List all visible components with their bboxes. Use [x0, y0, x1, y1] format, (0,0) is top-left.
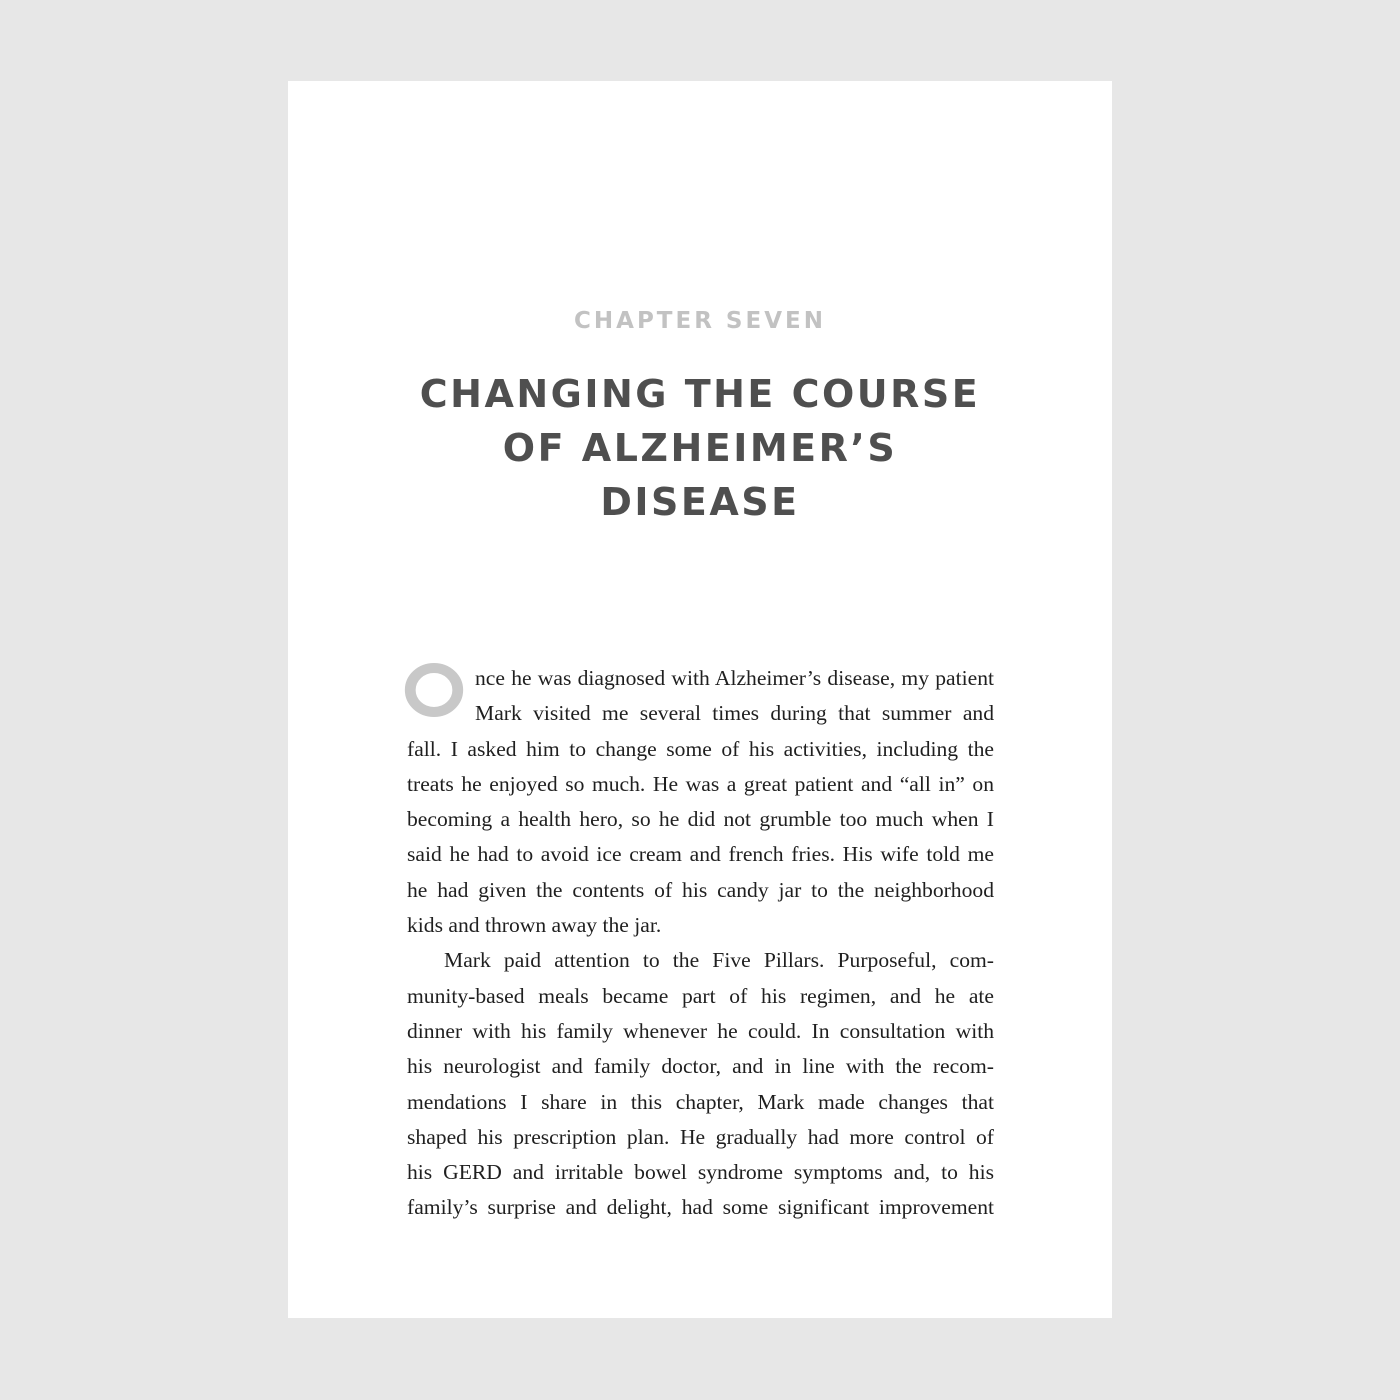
paragraph-2	[407, 943, 994, 1225]
text-line: his neurologist and family doctor, and in line with the recom-	[407, 1054, 994, 1079]
text-line: dinner with his family whenever he could. In consultation with	[407, 1018, 994, 1043]
text-line: munity-based meals became part of his regimen, and he ate	[407, 983, 994, 1008]
paragraph-1	[407, 661, 994, 943]
text-line: fall. I asked him to change some of his activities, including the	[407, 736, 994, 761]
drop-cap-letter	[416, 673, 417, 674]
text-line: Mark visited me several times during that summer and	[475, 701, 994, 726]
text-line: his GERD and irritable bowel syndrome symptoms and, to his	[407, 1160, 994, 1185]
chapter-title	[288, 367, 1112, 529]
chapter-title-line: DISEASE	[600, 480, 800, 524]
text-line: mendations I share in this chapter, Mark made changes that	[407, 1089, 994, 1114]
chapter-title-line: CHANGING THE COURSE	[419, 372, 981, 416]
body-text	[407, 661, 994, 1226]
chapter-label: CHAPTER SEVEN	[574, 308, 826, 334]
text-line: Mark paid attention to the Five Pillars. Purposeful, com-	[444, 948, 994, 973]
text-line: shaped his prescription plan. He gradually had more control of	[407, 1124, 994, 1149]
text-line: nce he was diagnosed with Alzheimer’s disease, my patient	[475, 666, 994, 690]
text-line: becoming a health hero, so he did not grumble too much when I	[407, 807, 994, 832]
drop-cap	[405, 663, 463, 717]
chapter-title-line: OF ALZHEIMER’S	[502, 426, 898, 470]
text-line: he had given the contents of his candy jar to the neighborhood	[407, 877, 994, 902]
text-line: said he had to avoid ice cream and french fries. His wife told me	[407, 842, 994, 867]
text-line: treats he enjoyed so much. He was a great patient and “all in” on	[407, 771, 994, 796]
text-line: family’s surprise and delight, had some significant improvement	[407, 1195, 994, 1220]
text-line: kids and thrown away the jar.	[407, 913, 662, 938]
book-page	[288, 81, 1112, 1318]
